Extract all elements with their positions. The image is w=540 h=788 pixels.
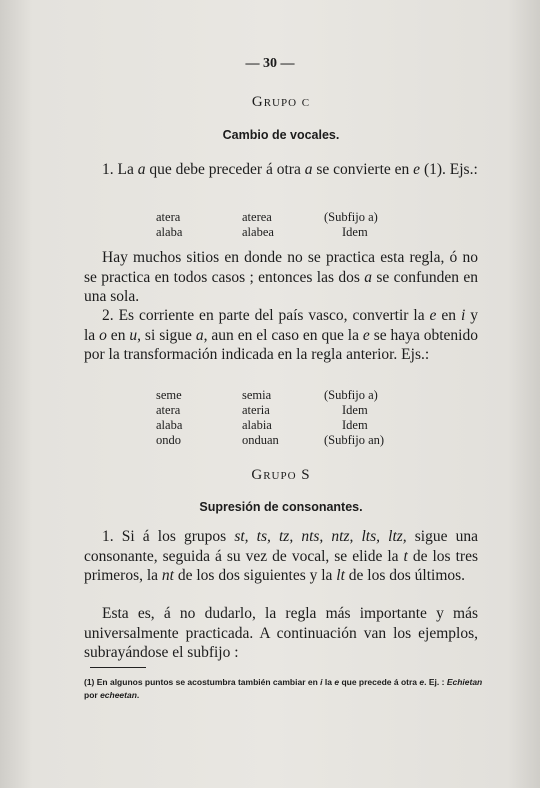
page-number: — 30 — [245, 56, 295, 71]
examples-table-2 [156, 388, 384, 448]
table-row: ondo onduan (Subfijo an) [156, 433, 385, 447]
table-row: alaba alabea Idem [156, 225, 368, 239]
group-s-paragraph-2: Esta es, á no dudarlo, la regla más importante y más universalmente practicada. A continuación van los ejemplos, subrayándose el subfijo : [84, 605, 478, 661]
footnote-divider [90, 667, 146, 668]
group-c-paragraph-2: Hay muchos sitios en donde no se practica esta regla, ó no se practica en todos casos ; entonces las dos a se confunden en una sola. [84, 249, 478, 305]
group-c-rule-1: 1. La a que debe preceder á otra a se convierte en e (1). Ejs.: [102, 161, 478, 178]
table-row: atera aterea (Subfijo a) [156, 210, 378, 224]
table-row: alaba alabia Idem [156, 418, 368, 432]
footnote: (1) En algunos puntos se acostumbra también cambiar en i la e que precede á otra e. Ej. : Echietan por echeetan. [84, 677, 483, 700]
group-s-subtitle: Supresión de consonantes. [199, 500, 363, 514]
group-s-title: Grupo S [251, 467, 311, 483]
group-c-title: Grupo c [251, 94, 311, 110]
group-s-rule-1: 1. Si á los grupos st, ts, tz, nts, ntz, lts, ltz, sigue una consonante, seguida á su vez de vocal, se elide la t de los tres primeros, la nt de los dos siguientes y la lt de los dos últimos. [84, 528, 478, 584]
examples-table-1 [156, 210, 378, 240]
group-c-subtitle: Cambio de vocales. [222, 128, 340, 142]
group-c-rule-2: 2. Es corriente en parte del país vasco, convertir la e en i y la o en u, si sigue a, aun en el caso en que la e se haya obtenido por la transformación indicada en la regla anterior. Ejs.: [84, 307, 478, 363]
table-row: atera ateria Idem [156, 403, 368, 417]
table-row: seme semia (Subfijo a) [156, 388, 378, 402]
